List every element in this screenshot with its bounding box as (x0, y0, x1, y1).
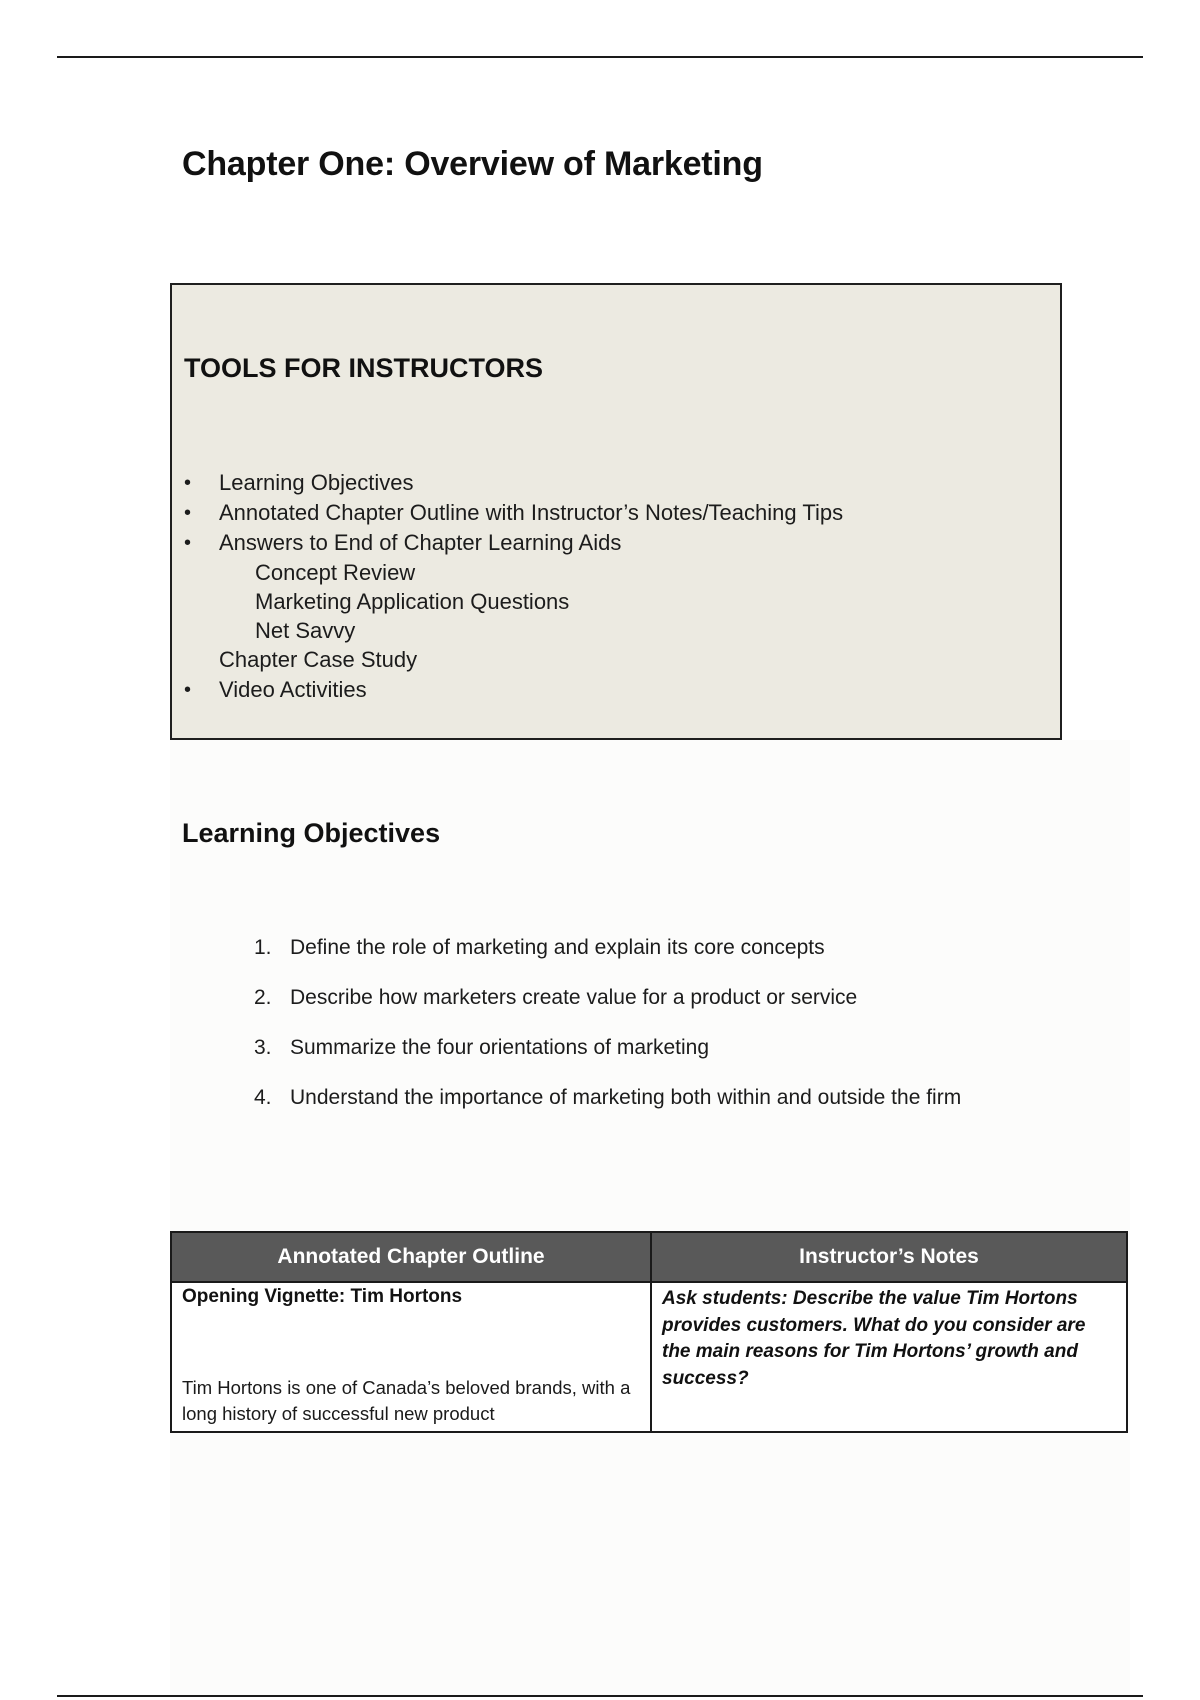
instructor-notes-text: Ask students: Describe the value Tim Hortons provides customers. What do you consider are the main reasons for Tim Hortons’ growth and success? (662, 1288, 1086, 1389)
tools-item-case-study: Chapter Case Study (219, 647, 418, 672)
tools-subitem-net-savvy: Net Savvy (255, 618, 356, 643)
page-title: Chapter One: Overview of Marketing (182, 145, 763, 183)
header-annotated-outline: Annotated Chapter Outline (171, 1232, 651, 1282)
outline-cell (171, 1282, 651, 1432)
tools-item-annotated-outline: • Annotated Chapter Outline with Instructor’s Notes/Teaching Tips (172, 498, 843, 528)
bullet-icon: • (184, 532, 192, 554)
header-instructors-notes: Instructor’s Notes (651, 1232, 1127, 1282)
chapter-outline-table (170, 1231, 1128, 1433)
list-item: 3. Summarize the four orientations of marketing (254, 1036, 710, 1059)
top-rule (57, 56, 1143, 58)
vignette-title: Opening Vignette: Tim Hortons (182, 1286, 463, 1307)
tools-item-learning-objectives: • Learning Objectives (172, 468, 843, 498)
tools-item-answers: • Answers to End of Chapter Learning Aids (172, 528, 843, 558)
vignette-body: Tim Hortons is one of Canada’s beloved brands, with a long history of successful new product (182, 1377, 631, 1424)
table-row (171, 1282, 1127, 1432)
bullet-icon: • (184, 679, 192, 701)
bottom-rule (57, 1695, 1143, 1697)
table-header-row (171, 1232, 1127, 1282)
learning-objectives-list (254, 930, 961, 1130)
notes-cell (651, 1282, 1127, 1432)
bullet-icon: • (184, 472, 192, 494)
bullet-icon: • (184, 502, 192, 524)
learning-objectives-heading: Learning Objectives (182, 818, 441, 848)
tools-subitem-concept-review: Concept Review (255, 560, 416, 585)
tools-subitem-marketing-application: Marketing Application Questions (255, 589, 570, 614)
tools-item-video-activities: • Video Activities (172, 675, 843, 705)
list-item: 2. Describe how marketers create value for a product or service (254, 986, 858, 1009)
tools-list (172, 468, 843, 705)
tools-heading: TOOLS FOR INSTRUCTORS (184, 353, 544, 383)
content-background (170, 740, 1130, 1695)
list-item: 1. Define the role of marketing and explain its core concepts (254, 936, 825, 959)
tools-for-instructors-box (170, 283, 1062, 740)
list-item: 4. Understand the importance of marketing both within and outside the firm (254, 1086, 962, 1109)
